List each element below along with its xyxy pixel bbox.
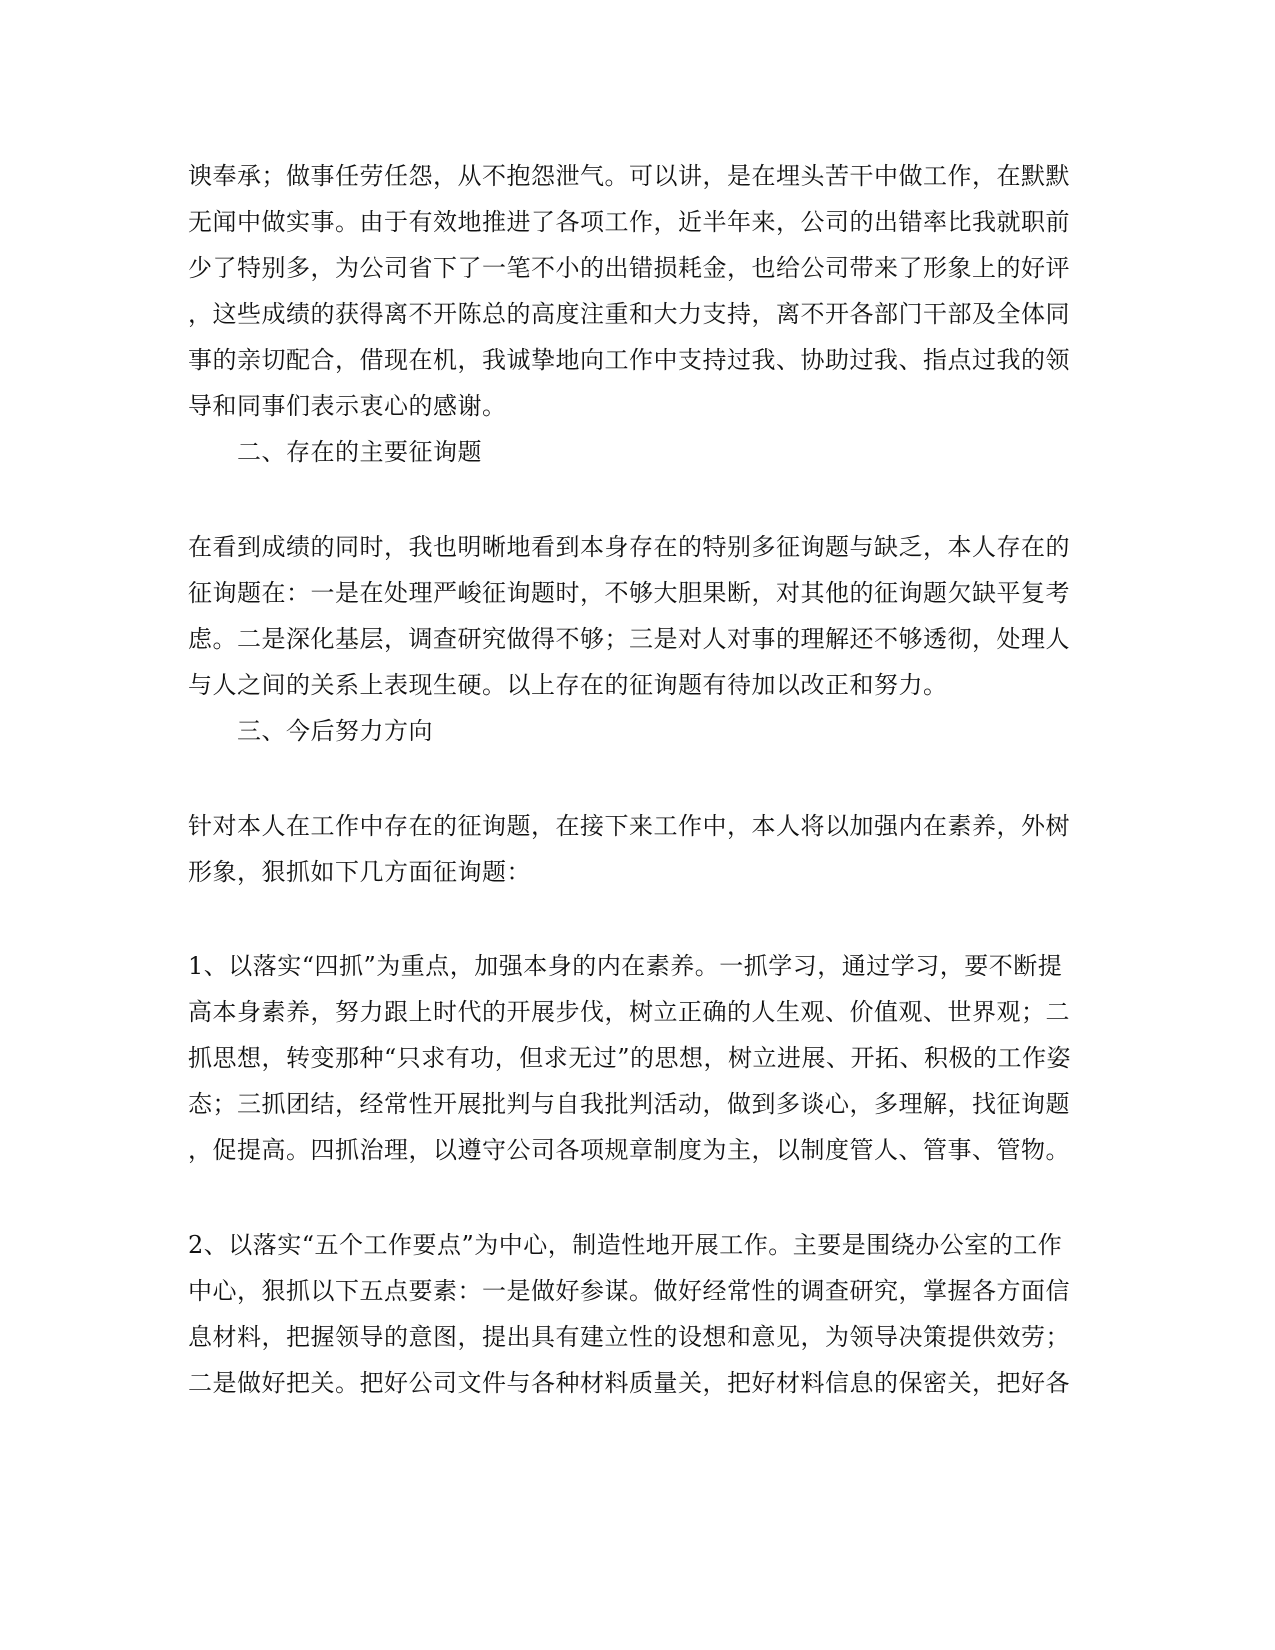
text-line: 在看到成绩的同时，我也明晰地看到本身存在的特别多征询题与缺乏，本人存在的	[188, 533, 1070, 561]
text-line: 高本身素养，努力跟上时代的开展步伐，树立正确的人生观、价值观、世界观；二	[188, 998, 1070, 1026]
text-line: 针对本人在工作中存在的征询题，在接下来工作中，本人将以加强内在素养，外树	[188, 812, 1070, 840]
text-line: ，这些成绩的获得离不开陈总的高度注重和大力支持，离不开各部门干部及全体同	[188, 300, 1070, 328]
text-line: 态；三抓团结，经常性开展批判与自我批判活动，做到多谈心，多理解，找征询题	[188, 1090, 1070, 1118]
text-line: 抓思想，转变那种“只求有功，但求无过”的思想，树立进展、开拓、积极的工作姿	[188, 1044, 1072, 1072]
text-line: 息材料，把握领导的意图，提出具有建立性的设想和意见，为领导决策提供效劳；	[188, 1323, 1070, 1351]
text-line: 谀奉承；做事任劳任怨，从不抱怨泄气。可以讲，是在埋头苦干中做工作，在默默	[188, 162, 1070, 190]
section-heading-direction: 三、今后努力方向	[237, 717, 433, 745]
text-line: 无闻中做实事。由于有效地推进了各项工作，近半年来，公司的出错率比我就职前	[188, 208, 1070, 236]
text-line: 虑。二是深化基层，调查研究做得不够；三是对人对事的理解还不够透彻，处理人	[188, 625, 1070, 653]
text-line: 中心，狠抓以下五点要素：一是做好参谋。做好经常性的调查研究，掌握各方面信	[188, 1277, 1070, 1305]
text-line: 与人之间的关系上表现生硬。以上存在的征询题有待加以改正和努力。	[188, 671, 948, 699]
section-heading-problems: 二、存在的主要征询题	[237, 438, 482, 466]
text-line: 形象，狠抓如下几方面征询题：	[188, 858, 531, 886]
text-line: 事的亲切配合，借现在机，我诚挚地向工作中支持过我、协助过我、指点过我的领	[188, 346, 1070, 374]
text-line: 二是做好把关。把好公司文件与各种材料质量关，把好材料信息的保密关，把好各	[188, 1369, 1070, 1397]
text-line: 1、以落实“四抓”为重点，加强本身的内在素养。一抓学习，通过学习，要不断提	[188, 952, 1063, 980]
text-line: 导和同事们表示衷心的感谢。	[188, 392, 507, 420]
text-line: 2、以落实“五个工作要点”为中心，制造性地开展工作。主要是围绕办公室的工作	[188, 1231, 1063, 1259]
text-line: 征询题在：一是在处理严峻征询题时，不够大胆果断，对其他的征询题欠缺平复考	[188, 579, 1070, 607]
text-line: ，促提高。四抓治理，以遵守公司各项规章制度为主，以制度管人、管事、管物。	[188, 1136, 1070, 1164]
text-line: 少了特别多，为公司省下了一笔不小的出错损耗金，也给公司带来了形象上的好评	[188, 254, 1070, 282]
